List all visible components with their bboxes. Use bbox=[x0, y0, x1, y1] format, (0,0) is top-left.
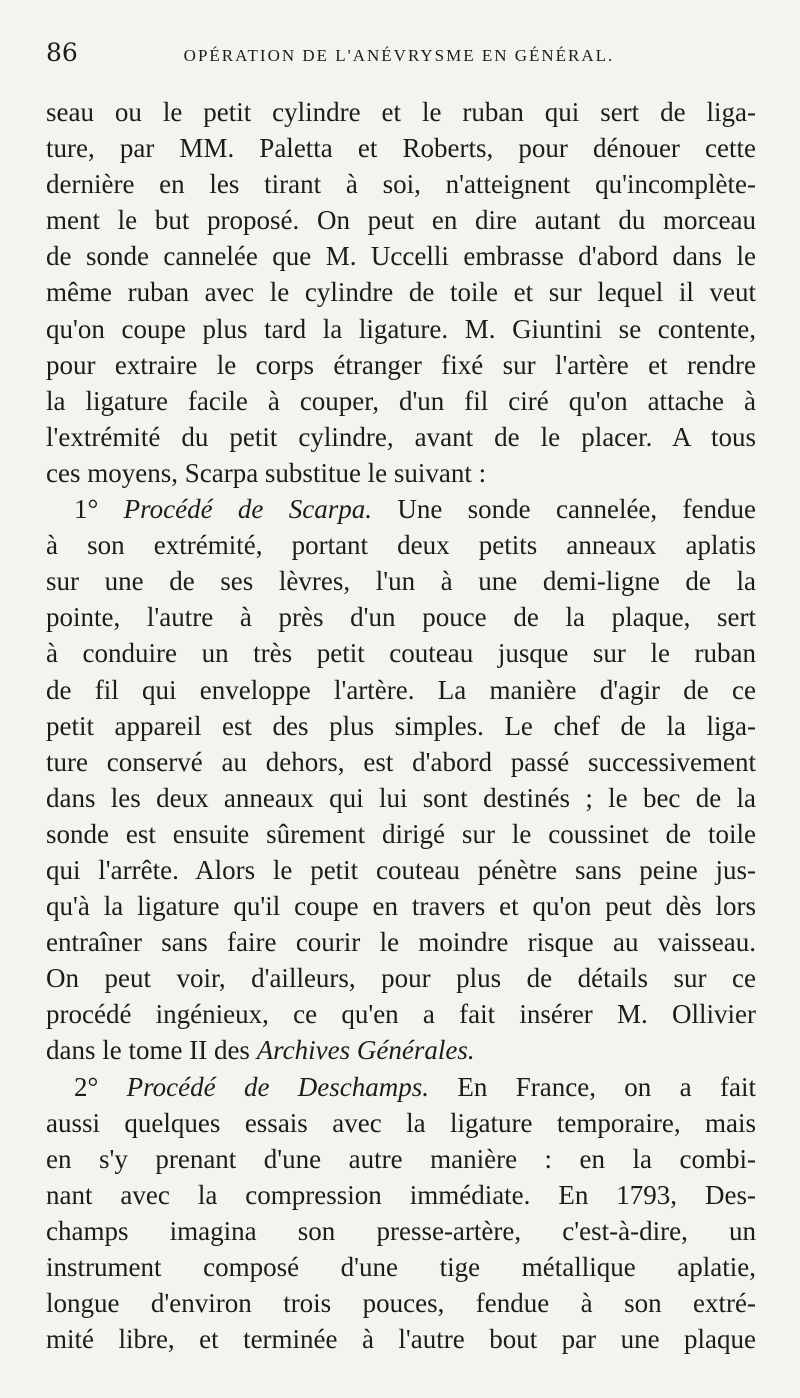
text-line bbox=[46, 816, 756, 852]
line-text: seau ou le petit cylindre et le ruban qui sert de liga- bbox=[46, 97, 756, 127]
text-line bbox=[46, 1321, 756, 1357]
text-line bbox=[46, 1249, 756, 1285]
text-line bbox=[46, 924, 756, 960]
italic-heading: Procédé de Scarpa. bbox=[123, 494, 372, 525]
line-text: ment le but proposé. On peut en dire autant du morceau bbox=[46, 205, 756, 236]
line-text: dans les deux anneaux qui lui sont destinés ; le bec de la bbox=[46, 782, 756, 813]
text-line bbox=[46, 383, 756, 419]
line-text: mité libre, et terminée à l'autre bout par une plaque bbox=[46, 1324, 756, 1355]
text-line bbox=[46, 563, 756, 599]
line-text: longue d'environ trois pouces, fendue à son extré- bbox=[46, 1288, 756, 1319]
line-text: pour extraire le corps étranger fixé sur l'artère et rendre bbox=[46, 349, 756, 380]
text-line bbox=[46, 166, 756, 202]
line-text: procédé ingénieux, ce qu'en a fait insérer M. Ollivier bbox=[46, 999, 756, 1030]
text-line bbox=[46, 996, 756, 1032]
text-line bbox=[46, 960, 756, 996]
line-text: ces moyens, Scarpa substitue le suivant : bbox=[46, 457, 487, 488]
text-line bbox=[46, 1285, 756, 1321]
line-text: instrument composé d'une tige métallique aplatie, bbox=[46, 1252, 756, 1282]
page-number: 86 bbox=[46, 38, 78, 67]
text-line bbox=[46, 130, 756, 166]
line-text: nant avec la compression immédiate. En 1793, Des- bbox=[46, 1179, 756, 1210]
line-text: petit appareil est des plus simples. Le chef de la liga- bbox=[46, 710, 756, 741]
text-line bbox=[46, 599, 756, 635]
text-line bbox=[46, 527, 756, 563]
text-line bbox=[46, 852, 756, 888]
page-header bbox=[46, 38, 756, 86]
text-line bbox=[46, 708, 756, 744]
text-line bbox=[46, 311, 756, 347]
line-text: Une sonde cannelée, fendue bbox=[372, 494, 756, 525]
line-text: sonde est ensuite sûrement dirigé sur le coussinet de toile bbox=[46, 818, 756, 849]
text-line bbox=[46, 238, 756, 274]
text-line bbox=[46, 491, 756, 527]
text-line bbox=[46, 672, 756, 708]
running-title: OPÉRATION DE L'ANÉVRYSME EN GÉNÉRAL. bbox=[183, 46, 615, 65]
line-text: entraîner sans faire courir le moindre risque au vaisseau. bbox=[46, 927, 756, 958]
text-line bbox=[46, 347, 756, 383]
text-line bbox=[46, 635, 756, 671]
line-text: qu'on coupe plus tard la ligature. M. Giuntini se contente, bbox=[46, 313, 756, 344]
text-line bbox=[46, 274, 756, 310]
line-text: dernière en les tirant à soi, n'atteignent qu'incomplète- bbox=[46, 169, 756, 200]
text-line bbox=[46, 94, 756, 130]
line-prefix: 1° bbox=[74, 494, 124, 525]
text-line bbox=[46, 1069, 756, 1105]
line-text: à conduire un très petit couteau jusque sur le ruban bbox=[46, 638, 756, 669]
text-line bbox=[46, 455, 756, 491]
text-line bbox=[46, 1032, 756, 1068]
italic-heading: Procédé de Deschamps. bbox=[126, 1071, 430, 1102]
italic-heading: Archives Générales. bbox=[256, 1035, 475, 1066]
text-line bbox=[46, 1141, 756, 1177]
text-line bbox=[46, 202, 756, 238]
line-text: ture conservé au dehors, est d'abord passé successivement bbox=[46, 746, 756, 777]
line-text: en s'y prenant d'une autre manière : en la combi- bbox=[46, 1143, 756, 1174]
text-line bbox=[46, 419, 756, 455]
line-text: même ruban avec le cylindre de toile et sur lequel il veut bbox=[46, 277, 756, 308]
line-text: champs imagina son presse-artère, c'est-à-dire, un bbox=[46, 1215, 756, 1246]
line-text: On peut voir, d'ailleurs, pour plus de détails sur ce bbox=[46, 963, 756, 994]
line-prefix: 2° bbox=[74, 1071, 127, 1102]
text-line bbox=[46, 1177, 756, 1213]
text-line bbox=[46, 1105, 756, 1141]
line-text: à son extrémité, portant deux petits anneaux aplatis bbox=[46, 530, 756, 561]
line-text: ture, par MM. Paletta et Roberts, pour dénouer cette bbox=[46, 133, 756, 164]
text-line bbox=[46, 888, 756, 924]
text-line bbox=[46, 780, 756, 816]
line-text: qui l'arrête. Alors le petit couteau pénètre sans peine jus- bbox=[46, 854, 756, 885]
body-text bbox=[46, 94, 756, 1357]
text-line bbox=[46, 744, 756, 780]
line-text: sur une de ses lèvres, l'un à une demi-ligne de la bbox=[46, 566, 756, 597]
text-line bbox=[46, 1213, 756, 1249]
line-text: de fil qui enveloppe l'artère. La manière d'agir de ce bbox=[46, 674, 756, 705]
line-text: la ligature facile à couper, d'un fil ciré qu'on attache à bbox=[46, 385, 756, 416]
line-text: qu'à la ligature qu'il coupe en travers et qu'on peut dès lors bbox=[46, 891, 756, 922]
line-text: l'extrémité du petit cylindre, avant de le placer. A tous bbox=[46, 421, 756, 452]
line-text: En France, on a fait bbox=[429, 1071, 756, 1102]
line-text: pointe, l'autre à près d'un pouce de la plaque, sert bbox=[46, 602, 756, 633]
line-text: aussi quelques essais avec la ligature temporaire, mais bbox=[46, 1107, 756, 1138]
line-prefix: dans le tome II des bbox=[46, 1035, 257, 1066]
line-text: de sonde cannelée que M. Uccelli embrasse d'abord dans le bbox=[46, 241, 756, 272]
